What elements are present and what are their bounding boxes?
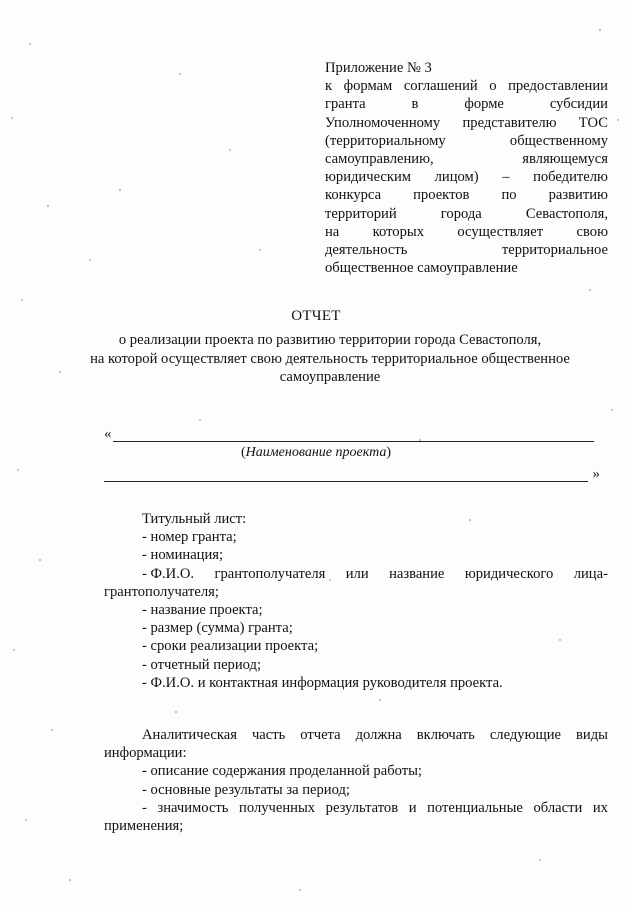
paragraph-line: информации: (104, 745, 187, 762)
list-item: - номер гранта; (142, 529, 237, 546)
list-item: - Ф.И.О. грантополучателя или название юридического лица- (142, 565, 608, 582)
appendix-line: гранта в форме субсидии (325, 96, 608, 113)
report-title: ОТЧЕТ (291, 308, 341, 324)
list-item: - основные результаты за период; (142, 781, 350, 798)
close-quote: » (592, 466, 600, 482)
report-subtitle: о реализации проекта по развитию территории города Севастополя, на которой осуществляет свою деятельность территориальное общественное самоуправление (90, 332, 570, 386)
appendix-line: (территориальному общественному (325, 132, 608, 149)
list-item: - номинация; (142, 547, 224, 564)
appendix-title: Приложение № 3 (325, 60, 432, 76)
analytics-section (104, 726, 608, 835)
open-quote: « (104, 426, 112, 442)
project-name-line (104, 426, 604, 444)
paragraph-line: Аналитическая часть отчета должна включать следующие виды (142, 727, 608, 743)
appendix-last-line: общественное самоуправление (325, 260, 518, 277)
list-item: - размер (сумма) гранта; (142, 620, 293, 637)
list-item-cont: применения; (104, 818, 184, 835)
appendix-line: территорий города Севастополя, (325, 205, 608, 222)
list-item-cont: грантополучателя; (104, 583, 219, 600)
appendix-line: к формам соглашений о предоставлении (325, 78, 608, 95)
list-item: - значимость полученных результатов и потенциальные области их (142, 799, 608, 816)
project-name-caption: (Наименование проекта) (240, 445, 392, 460)
underline (104, 481, 588, 482)
appendix-note (325, 59, 608, 277)
section-heading: Титульный лист: (142, 511, 247, 527)
project-name-line-2 (104, 464, 600, 482)
list-item: - отчетный период; (142, 656, 262, 673)
appendix-line: на которых осуществляет свою (325, 223, 608, 240)
underline (113, 441, 594, 442)
list-item: - сроки реализации проекта; (142, 638, 319, 655)
list-item: - Ф.И.О. и контактная информация руководителя проекта. (142, 674, 503, 691)
appendix-line: Уполномоченному представителю ТОС (325, 114, 608, 131)
appendix-line: самоуправлению, являющемуся (325, 151, 608, 168)
list-item: - описание содержания проделанной работы; (142, 763, 422, 780)
appendix-line: юридическим лицом) – победителю (325, 169, 608, 186)
title-page-section (104, 510, 608, 692)
appendix-line: конкурса проектов по развитию (325, 187, 608, 204)
list-item: - название проекта; (142, 602, 263, 619)
appendix-line: деятельность территориальное (325, 242, 608, 259)
